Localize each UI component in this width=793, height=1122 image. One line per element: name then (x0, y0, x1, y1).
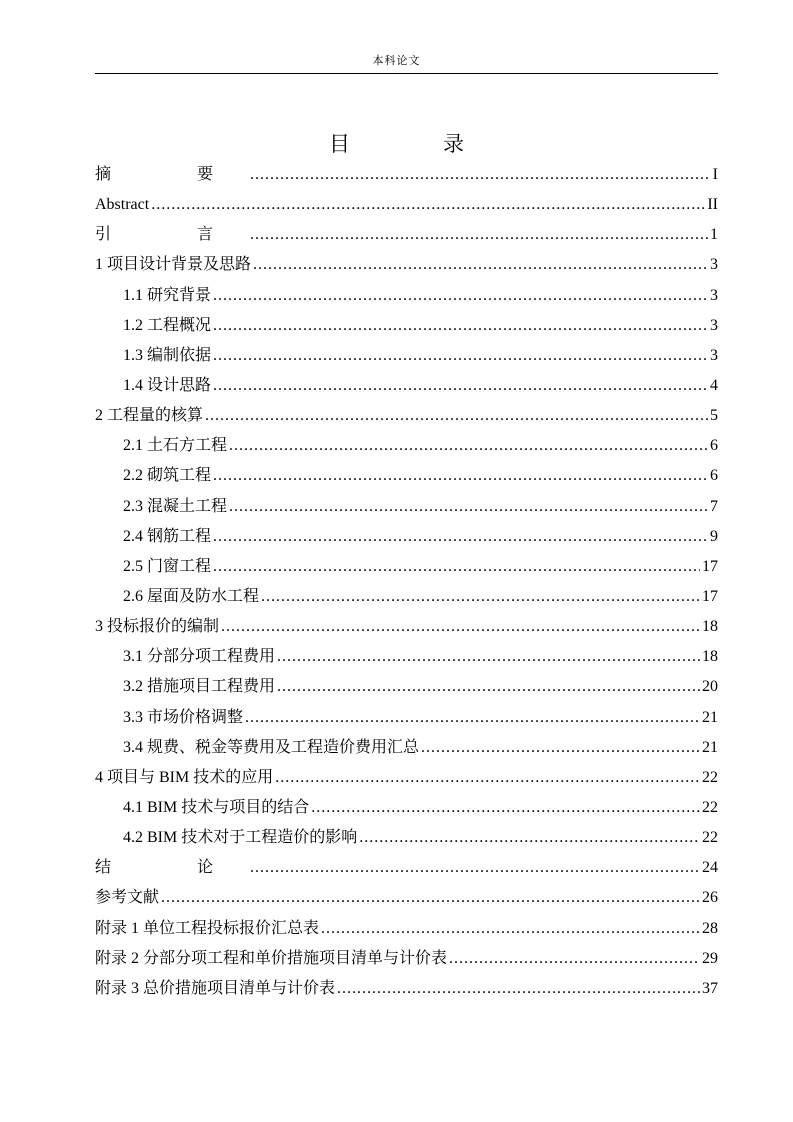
toc-entry[interactable] (95, 944, 718, 974)
toc-dot-leader (213, 281, 708, 311)
header-rule (95, 73, 718, 74)
toc-entry-page: 29 (702, 949, 718, 967)
toc-entry-page: 28 (702, 919, 718, 937)
toc-entry-label: 附录 1 单位工程投标报价汇总表 (95, 919, 320, 937)
toc-entry[interactable] (95, 492, 718, 522)
toc-entry-page: 21 (702, 708, 718, 726)
toc-entry[interactable] (95, 974, 718, 1004)
toc-entry-label: 附录 2 分部分项工程和单价措施项目清单与计价表 (95, 949, 448, 967)
toc-entry-page: 18 (702, 648, 718, 666)
toc-dot-leader (421, 733, 700, 763)
toc-entry[interactable] (95, 250, 718, 280)
toc-entry-page: 6 (710, 437, 718, 455)
toc-dot-leader (221, 612, 700, 642)
toc-entry-page: 26 (702, 889, 718, 907)
toc-dot-leader (205, 401, 708, 431)
toc-entry-label: Abstract (95, 196, 150, 214)
toc-dot-leader (277, 672, 700, 702)
toc-entry-page: 21 (702, 738, 718, 756)
toc-entry-label: 2 工程量的核算 (95, 407, 204, 425)
toc-entry[interactable] (95, 612, 718, 642)
toc-dot-leader (250, 853, 700, 883)
toc-entry-page: 3 (710, 256, 718, 274)
toc-entry[interactable] (95, 883, 718, 913)
toc-dot-leader (321, 914, 700, 944)
toc-entry[interactable] (95, 642, 718, 672)
toc-entry[interactable] (95, 522, 718, 552)
toc-entry-label: 附录 3 总价措施项目清单与计价表 (95, 979, 336, 997)
toc-dot-leader (213, 371, 708, 401)
toc-entry-page: 6 (710, 467, 718, 485)
toc-entry[interactable] (95, 401, 718, 431)
toc-entry[interactable] (95, 853, 718, 883)
toc-entry-page: 22 (702, 768, 718, 786)
toc-entry-label: 2.3 混凝土工程 (123, 497, 228, 515)
toc-entry[interactable] (95, 914, 718, 944)
toc-entry[interactable] (95, 160, 718, 190)
toc-entry-label: 3 投标报价的编制 (95, 618, 220, 636)
toc-entry-label: 1 项目设计背景及思路 (95, 256, 252, 274)
toc-dot-leader (359, 823, 700, 853)
toc-entry[interactable] (95, 703, 718, 733)
toc-entry[interactable] (95, 793, 718, 823)
toc-entry[interactable] (95, 461, 718, 491)
toc-entry-page: 3 (710, 316, 718, 334)
toc-entry-label: 2.5 门窗工程 (123, 557, 212, 575)
toc-entry[interactable] (95, 311, 718, 341)
toc-dot-leader (151, 190, 705, 220)
toc-entry-label: 2.1 土石方工程 (123, 437, 228, 455)
toc-entry-page: 17 (702, 587, 718, 605)
toc-dot-leader (253, 250, 708, 280)
toc-title: 目 录 (329, 132, 500, 156)
toc-dot-leader (277, 642, 700, 672)
toc-entry[interactable] (95, 552, 718, 582)
toc-dot-leader (229, 492, 708, 522)
toc-entry-page: II (707, 196, 718, 214)
toc-entry-label: 1.3 编制依据 (123, 346, 212, 364)
toc-entry[interactable] (95, 672, 718, 702)
toc-entry-page: 24 (702, 859, 718, 877)
toc-dot-leader (261, 582, 700, 612)
toc-dot-leader (250, 160, 711, 190)
toc-entry[interactable] (95, 281, 718, 311)
toc-entry[interactable] (95, 823, 718, 853)
toc-entry-page: 22 (702, 829, 718, 847)
toc-entry-label: 4.2 BIM 技术对于工程造价的影响 (123, 829, 358, 847)
toc-entry-label: 摘 要 (95, 166, 249, 183)
toc-entry[interactable] (95, 190, 718, 220)
toc-entry-page: I (712, 166, 718, 183)
toc-entry-label: 引 言 (95, 226, 249, 244)
toc-entry-page: 20 (702, 678, 718, 696)
toc-entry-label: 2.6 屋面及防水工程 (123, 587, 260, 605)
toc-entry-label: 2.4 钢筋工程 (123, 527, 212, 545)
toc-dot-leader (229, 431, 708, 461)
toc-entry[interactable] (95, 341, 718, 371)
toc-dot-leader (337, 974, 700, 1004)
toc-dot-leader (245, 703, 700, 733)
toc-entry-page: 22 (702, 798, 718, 816)
toc-dot-leader (213, 311, 708, 341)
toc-entry-page: 18 (702, 618, 718, 636)
toc-dot-leader (250, 220, 708, 250)
toc-dot-leader (275, 763, 700, 793)
toc-list (95, 160, 718, 1004)
toc-dot-leader (213, 341, 708, 371)
toc-dot-leader (213, 461, 708, 491)
toc-entry-label: 参考文献 (95, 889, 160, 907)
toc-entry-page: 9 (710, 527, 718, 545)
toc-entry-label: 3.1 分部分项工程费用 (123, 648, 276, 666)
toc-entry-label: 3.4 规费、税金等费用及工程造价费用汇总 (123, 738, 420, 756)
toc-entry-label: 4.1 BIM 技术与项目的结合 (123, 798, 310, 816)
toc-dot-leader (213, 552, 700, 582)
toc-entry-label: 3.3 市场价格调整 (123, 708, 244, 726)
toc-entry-label: 3.2 措施项目工程费用 (123, 678, 276, 696)
toc-entry[interactable] (95, 431, 718, 461)
page-header: 本科论文 (372, 55, 421, 67)
toc-entry-page: 4 (710, 376, 718, 394)
toc-entry-label: 4 项目与 BIM 技术的应用 (95, 768, 274, 786)
toc-entry-page: 3 (710, 286, 718, 304)
toc-entry[interactable] (95, 220, 718, 250)
toc-dot-leader (161, 883, 700, 913)
toc-entry[interactable] (95, 763, 718, 793)
toc-entry-label: 1.2 工程概况 (123, 316, 212, 334)
toc-entry-label: 2.2 砌筑工程 (123, 467, 212, 485)
toc-entry[interactable] (95, 582, 718, 612)
toc-entry-page: 37 (702, 979, 718, 997)
toc-entry-page: 1 (710, 226, 718, 244)
toc-dot-leader (449, 944, 700, 974)
toc-entry-page: 3 (710, 346, 718, 364)
toc-entry-page: 7 (710, 497, 718, 515)
toc-entry-label: 1.1 研究背景 (123, 286, 212, 304)
toc-entry-label: 结 论 (95, 859, 249, 877)
toc-dot-leader (213, 522, 708, 552)
toc-entry[interactable] (95, 371, 718, 401)
toc-dot-leader (311, 793, 700, 823)
toc-entry-page: 17 (702, 557, 718, 575)
toc-entry[interactable] (95, 733, 718, 763)
toc-entry-page: 5 (710, 407, 718, 425)
toc-entry-label: 1.4 设计思路 (123, 376, 212, 394)
